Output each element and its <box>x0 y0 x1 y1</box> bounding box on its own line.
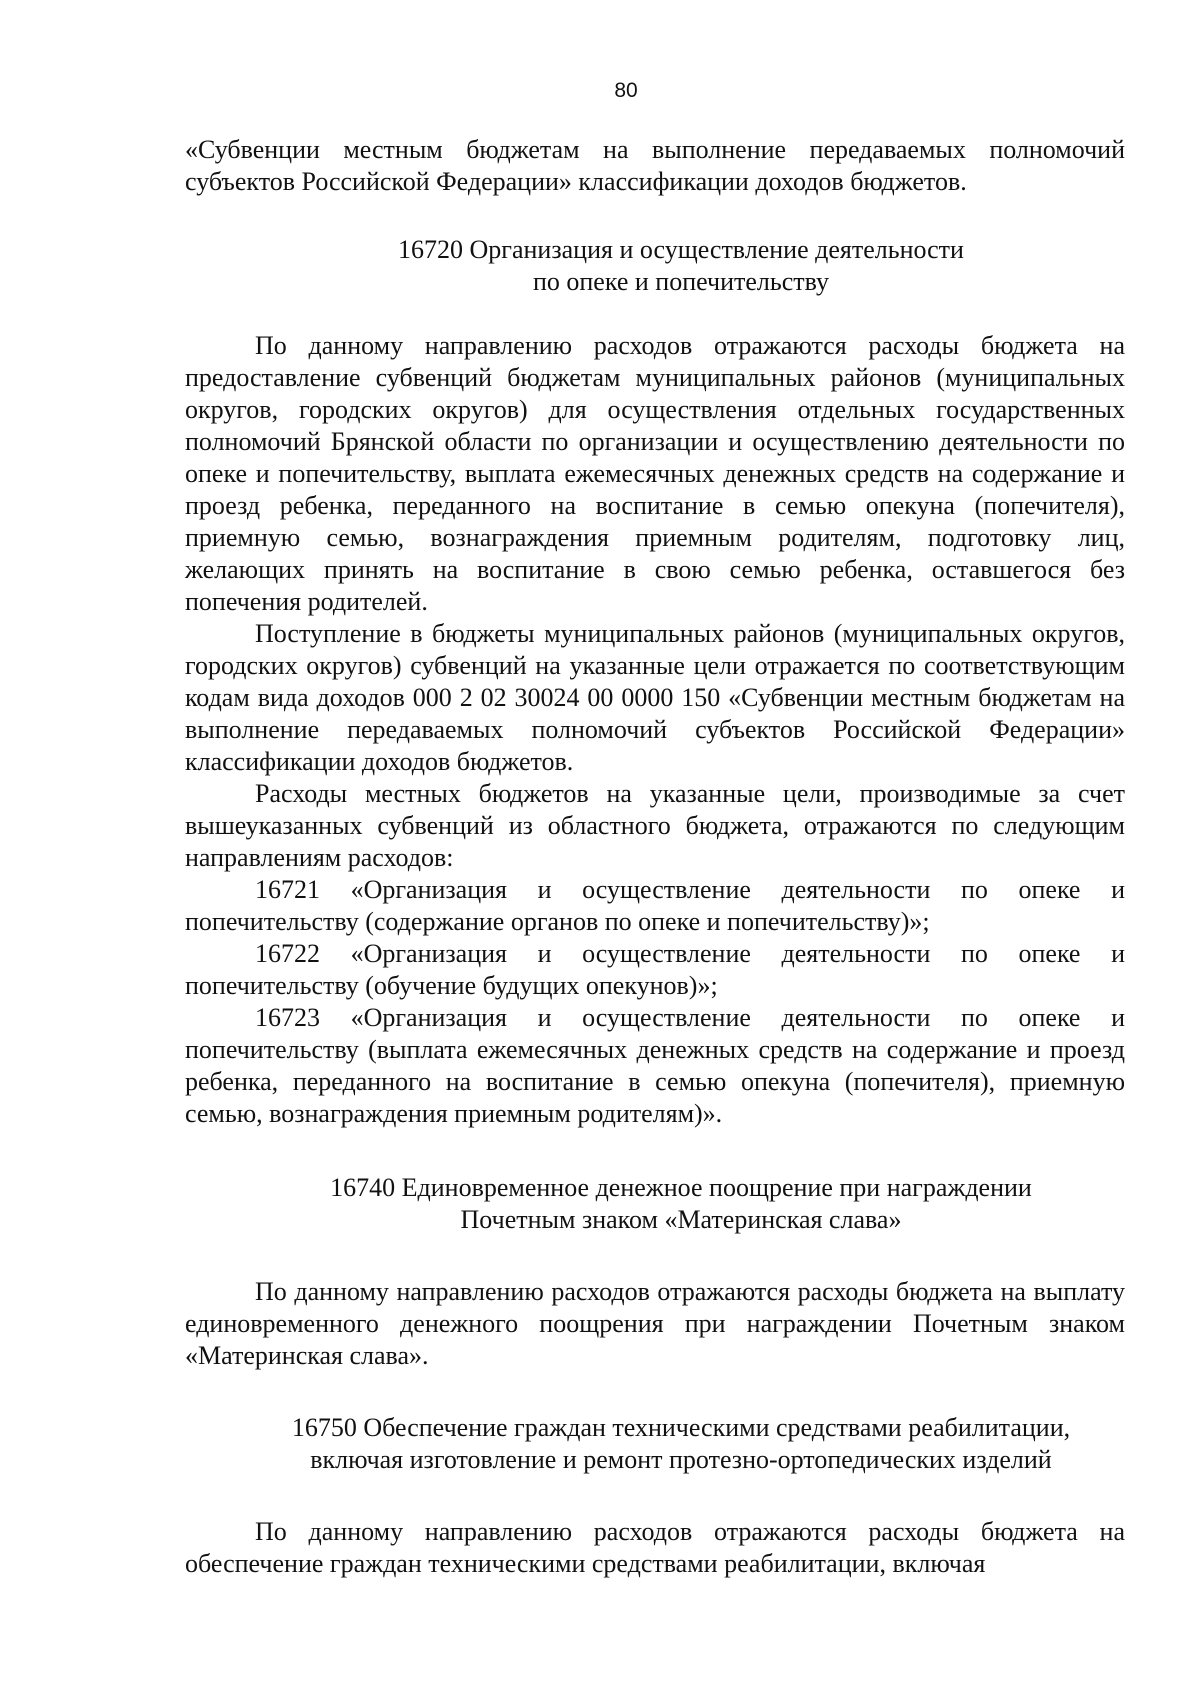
heading-line: 16740 Единовременное денежное поощрение при награждении <box>330 1173 1032 1202</box>
paragraph: Поступление в бюджеты муниципальных районов (муниципальных округов, городских округов) субвенций на указанные цели отражается по соответствующим кодам вида доходов 000 2 02 30024 00 0000 150 «Субвенции местным бюджетам на выполнение передаваемых полномочий субъектов Российской Федерации» классификации доходов бюджетов. <box>185 619 1125 776</box>
list-item: 16721 «Организация и осуществление деятельности по опеке и попечительству (содержание органов по опеке и попечительству)»; <box>185 875 1125 936</box>
heading-line: по опеке и попечительству <box>532 267 830 296</box>
heading-line: 16750 Обеспечение граждан техническими средствами реабилитации, <box>291 1413 1071 1442</box>
paragraph: По данному направлению расходов отражаются расходы бюджета на предоставление субвенций бюджетам муниципальных районов (муниципальных округов, городских округов) для осуществления отдельных государственных полномочий Брянской области по организации и осуществлению деятельности по опеке и попечительству, выплата ежемесячных денежных средств на содержание и проезд ребенка, переданного на воспитание в семью опекуна (попечителя), приемную семью, вознаграждения приемным родителям, подготовку лиц, желающих принять на воспитание в свою семью ребенка, оставшегося без попечения родителей. <box>185 331 1125 616</box>
heading-line: включая изготовление и ремонт протезно-ортопедических изделий <box>310 1445 1052 1474</box>
list-item: 16722 «Организация и осуществление деятельности по опеке и попечительству (обучение будущих опекунов)»; <box>185 939 1125 1000</box>
page-number: 80 <box>614 79 638 102</box>
section-heading-16720 <box>185 234 1125 298</box>
section-heading-16740 <box>185 1172 1125 1236</box>
list-item: 16723 «Организация и осуществление деятельности по опеке и попечительству (выплата ежемесячных денежных средств на содержание и проезд ребенка, переданного на воспитание в семью опекуна (попечителя), приемную семью, вознаграждения приемным родителям)». <box>185 1003 1125 1128</box>
paragraph: По данному направлению расходов отражаются расходы бюджета на обеспечение граждан техническими средствами реабилитации, включая <box>185 1517 1125 1578</box>
heading-line: Почетным знаком «Материнская слава» <box>460 1205 902 1234</box>
document-body <box>185 134 1125 1580</box>
section-heading-16750 <box>185 1412 1125 1476</box>
heading-line: 16720 Организация и осуществление деятельности <box>398 235 964 264</box>
paragraph: По данному направлению расходов отражаются расходы бюджета на выплату единовременного денежного поощрения при награждении Почетным знаком «Материнская слава». <box>185 1277 1125 1370</box>
intro-paragraph: «Субвенции местным бюджетам на выполнение передаваемых полномочий субъектов Российской Федерации» классификации доходов бюджетов. <box>185 135 1125 196</box>
paragraph: Расходы местных бюджетов на указанные цели, производимые за счет вышеуказанных субвенций из областного бюджета, отражаются по следующим направлениям расходов: <box>185 779 1125 872</box>
